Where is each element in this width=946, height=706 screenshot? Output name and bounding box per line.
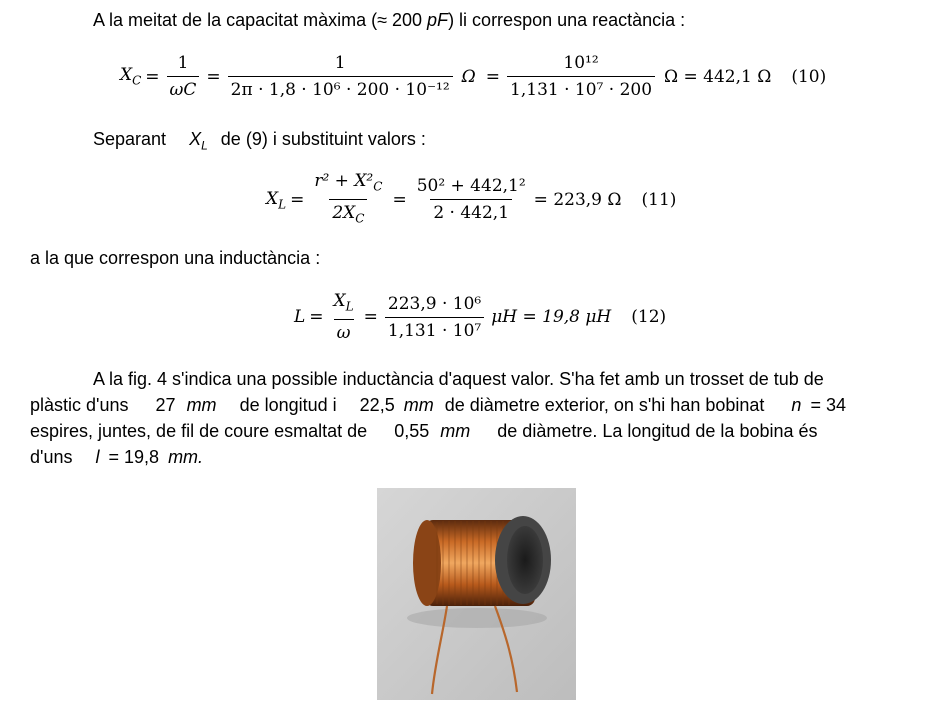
eq12-lhs: L: [294, 307, 306, 328]
eq10-fraction-3: $\frac{\text{10¹²}}{\text{1,131 · 10⁷ · 200}}$: [507, 52, 655, 101]
separant-line: Separant $X_L$ de (9) i substituint valors :: [93, 129, 426, 153]
intro-line: [93, 9, 685, 31]
eq10-number: (10): [791, 66, 827, 87]
eq11-lhs: $X_L$: [266, 188, 287, 212]
description-line-4: d'uns l = 19,8 mm.: [30, 447, 204, 467]
eq11-fraction-1: $\frac{r^2 + X^2_C}{2X_C}$: [311, 170, 385, 230]
eq10-result: Ω = 442,1 Ω: [664, 66, 772, 87]
coil-photo: [377, 488, 576, 700]
eq10-lhs: $X_C$: [120, 65, 142, 88]
eq10-omega: Ω: [461, 66, 476, 87]
eq10-fraction-2: $\frac{1}{\text{2π · 1,8 · 10⁶ · 200 · 10⁻¹²}}$: [228, 52, 453, 101]
equation-10: $X_C$ = $\frac{1}{\omega C}$ = $\frac{1}{\text{2π · 1,8 · 10⁶ · 200 · 10⁻¹²}}$ Ω = $\frac{\text{10¹²}}{\text{1,131 · 10⁷ · 200}}$ Ω = 442,1 Ω (10): [120, 53, 827, 100]
eq11-fraction-2: $\frac{\text{50² + 442,1²}}{2 \cdot 442,1}$: [416, 176, 526, 224]
intro-text-end: ) li correspon una reactància :: [448, 10, 686, 30]
coil-illustration: [377, 488, 576, 700]
intro-text: A la meitat de la capacitat màxima (≈ 200: [93, 10, 428, 30]
eq12-fraction-1: $\frac{X_L}{\omega}$: [333, 291, 354, 344]
eq11-result: = 223,9 Ω: [533, 189, 622, 210]
eq12-fraction-2: $\frac{\text{223,9 · 10⁶}}{\text{1,131 · 10⁷}}$: [385, 293, 484, 342]
unit-pf: pF: [427, 10, 449, 30]
equation-11: $X_L$ = $\frac{r^2 + X^2_C}{2X_C}$ = $\frac{\text{50² + 442,1²}}{2 \cdot 442,1}$ = 223,9 Ω (11): [266, 170, 676, 230]
description-line-1: A la fig. 4 s'indica una possible inductància d'aquest valor. S'ha fet amb un trosset de tub de: [93, 369, 824, 389]
eq10-fraction-1: $\frac{1}{\omega C}$: [167, 52, 200, 101]
eq12-number: (12): [631, 307, 667, 328]
equation-12: L = $\frac{X_L}{\omega}$ = $\frac{\text{223,9 · 10⁶}}{\text{1,131 · 10⁷}}$ μH = 19,8 μH (12): [294, 291, 667, 344]
eq11-number: (11): [641, 189, 677, 210]
inductance-line: a la que correspon una inductància :: [30, 248, 321, 268]
description-line-3: espires, juntes, de fil de coure esmaltat de 0,55 mm de diàmetre. La longitud de la bobina és: [30, 421, 818, 441]
var-xl: $X_L$: [189, 129, 208, 153]
description-line-2: plàstic d'uns 27 mm de longitud i 22,5 mm de diàmetre exterior, on s'hi han bobinat n = 34: [30, 395, 846, 415]
eq12-result: μH = 19,8 μH: [491, 307, 612, 328]
